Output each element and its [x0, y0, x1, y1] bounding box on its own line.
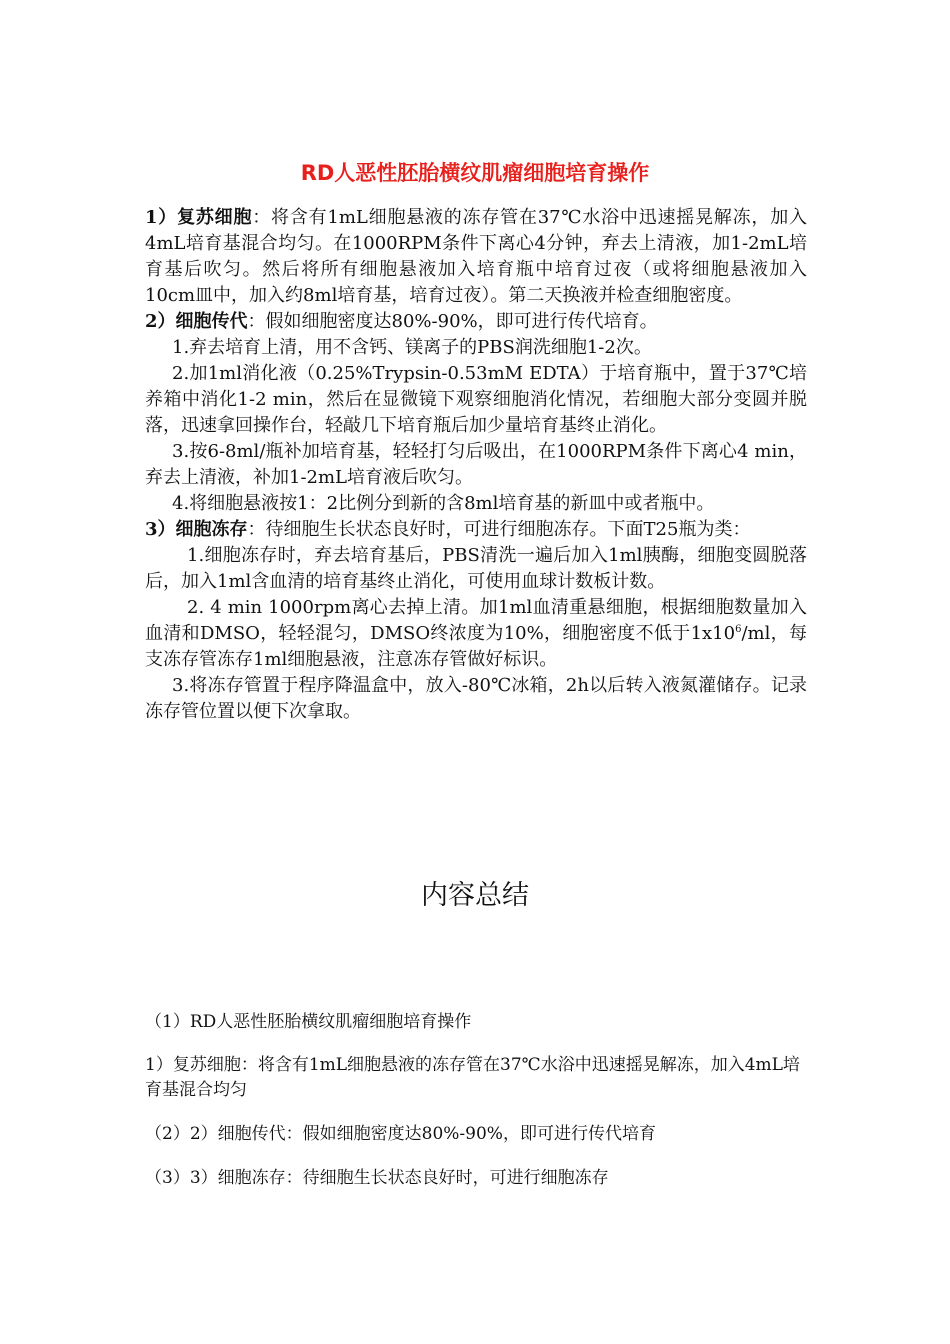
summary-item: 1）复苏细胞：将含有1mL细胞悬液的冻存管在37℃水浴中迅速摇晃解冻，加入4mL培育基混合均匀 [145, 1055, 800, 1100]
document-title: RD人恶性胚胎横纹肌瘤细胞培育操作 [300, 161, 650, 185]
step-item: 3.按6-8ml/瓶补加培育基，轻轻打匀后吸出，在1000RPM条件下离心4 min，弃去上清液，补加1-2mL培育液后吹匀。 [145, 441, 807, 488]
section-heading: 1）复苏细胞 [145, 207, 253, 228]
section-heading: 2）细胞传代 [145, 311, 248, 332]
step-text: /ml，每支冻存管冻存1ml细胞悬液，注意冻存管做好标识。 [145, 623, 807, 670]
step-item: 3.将冻存管置于程序降温盒中，放入-80℃冰箱，2h以后转入液氮灌储存。记录冻存管位置以便下次拿取。 [145, 675, 807, 722]
summary-item: （3）3）细胞冻存：待细胞生长状态良好时，可进行细胞冻存 [145, 1168, 609, 1188]
step-text: 2. 4 min 1000rpm离心去掉上清。加1ml血清重悬细胞，根据细胞数量加入血清和DMSO，轻轻混匀，DMSO终浓度为10%，细胞密度不低于1x10 [145, 597, 807, 644]
section-passage [145, 309, 807, 335]
section-text: ：将含有1mL细胞悬液的冻存管在37℃水浴中迅速摇晃解冻，加入4mL培育基混合均匀。在1000RPM条件下离心4分钟，弃去上清液，加1-2mL培育基后吹匀。然后将所有细胞悬液加入培育瓶中培育过夜（或将细胞悬液加入10cm皿中，加入约8ml培育基，培育过夜）。第二天换液并检查细胞密度。 [145, 207, 807, 306]
section-revival [145, 205, 807, 309]
step-item: 2.加1ml消化液（0.25%Trypsin-0.53mM EDTA）于培育瓶中，置于37℃培养箱中消化1-2 min，然后在显微镜下观察细胞消化情况，若细胞大部分变圆并脱落，迅速拿回操作台，轻敲几下培育瓶后加少量培育基终止消化。 [145, 363, 807, 436]
section-text: ：假如细胞密度达80%-90%，即可进行传代培育。 [247, 311, 658, 332]
section-text: ：待细胞生长状态良好时，可进行细胞冻存。下面T25瓶为类： [247, 519, 751, 540]
section-heading: 3）细胞冻存 [145, 519, 248, 540]
summary-item: （2）2）细胞传代：假如细胞密度达80%-90%，即可进行传代培育 [145, 1124, 656, 1144]
section-freezing [145, 517, 807, 543]
summary-title: 内容总结 [421, 880, 529, 911]
step-item [145, 595, 807, 673]
step-item: 1.弃去培育上清，用不含钙、镁离子的PBS润洗细胞1-2次。 [172, 337, 652, 358]
step-item: 4.将细胞悬液按1：2比例分到新的含8ml培育基的新皿中或者瓶中。 [172, 493, 715, 514]
step-item: 1.细胞冻存时，弃去培育基后，PBS清洗一遍后加入1ml胰酶，细胞变圆脱落后，加入1ml含血清的培育基终止消化，可使用血球计数板计数。 [145, 545, 807, 592]
document-body [145, 205, 807, 725]
superscript: 6 [735, 624, 742, 635]
summary-item: （1）RD人恶性胚胎横纹肌瘤细胞培育操作 [145, 1012, 472, 1032]
